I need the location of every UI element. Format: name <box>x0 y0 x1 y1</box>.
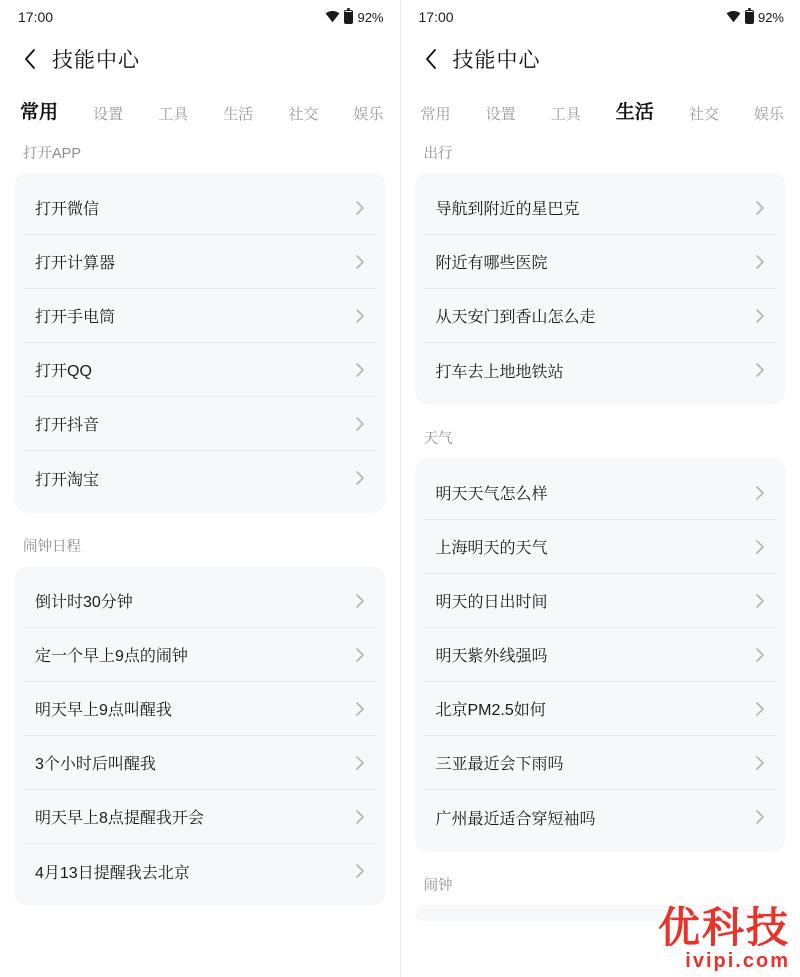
tab-shenghuo[interactable]: 生活 <box>615 102 654 123</box>
list-item-label: 从天安门到香山怎么走 <box>435 309 596 326</box>
chevron-right-icon <box>355 701 365 717</box>
chevron-right-icon <box>755 647 765 663</box>
page-title: 技能中心 <box>452 49 541 72</box>
tab-changyong[interactable]: 常用 <box>20 102 59 123</box>
status-indicators <box>726 10 784 25</box>
tab-gongju[interactable]: 工具 <box>550 106 581 123</box>
tab-yule[interactable]: 娱乐 <box>353 106 384 123</box>
list-item[interactable] <box>23 451 377 505</box>
chevron-right-icon <box>355 647 365 663</box>
list-item-label: 明天的日出时间 <box>435 594 548 611</box>
tab-shezhi[interactable]: 设置 <box>93 106 124 123</box>
chevron-right-icon <box>755 593 765 609</box>
list-item[interactable] <box>23 235 377 289</box>
tab-shejiao[interactable]: 社交 <box>288 106 319 123</box>
section-label-alarm-schedule: 闹钟日程 <box>23 539 81 555</box>
watermark-main: 优科技 <box>657 904 790 951</box>
status-time: 17:00 <box>18 9 54 25</box>
status-bar <box>401 0 800 34</box>
battery-icon <box>344 10 353 24</box>
chevron-right-icon <box>355 470 365 486</box>
section-label-travel: 出行 <box>423 146 453 162</box>
list-item-label: 广州最近适合穿短袖吗 <box>435 810 596 828</box>
list-item-label: 打开微信 <box>35 201 100 218</box>
status-indicators <box>325 10 383 25</box>
list-item-label: 明天早上9点叫醒我 <box>35 702 172 719</box>
watermark-sub: ivipi.com <box>685 950 790 972</box>
list-item[interactable] <box>424 736 778 790</box>
title-bar <box>401 34 800 84</box>
page-title: 技能中心 <box>52 49 140 72</box>
list-item[interactable] <box>23 844 377 898</box>
skill-list-left <box>0 124 400 977</box>
list-item[interactable] <box>424 682 778 736</box>
tab-shenghuo[interactable]: 生活 <box>223 106 254 123</box>
list-item-label: 上海明天的天气 <box>435 540 548 557</box>
list-item-label: 定一个早上9点的闹钟 <box>35 648 188 665</box>
list-item[interactable] <box>23 574 377 628</box>
list-item[interactable] <box>23 736 377 790</box>
chevron-right-icon <box>355 755 365 771</box>
list-item[interactable] <box>23 790 377 844</box>
list-item-label: 打开手电筒 <box>35 309 116 326</box>
chevron-right-icon <box>755 362 765 378</box>
list-item[interactable] <box>424 520 778 574</box>
chevron-right-icon <box>755 701 765 717</box>
chevron-right-icon <box>355 362 365 378</box>
tab-changyong[interactable]: 常用 <box>420 106 451 123</box>
chevron-right-icon <box>355 308 365 324</box>
wifi-icon <box>726 11 741 23</box>
list-item-label: 打车去上地地铁站 <box>435 363 564 381</box>
tab-gongju[interactable]: 工具 <box>158 106 189 123</box>
list-item[interactable] <box>424 289 778 343</box>
battery-icon <box>745 10 754 24</box>
list-item-label: 三亚最近会下雨吗 <box>435 756 564 773</box>
list-item[interactable] <box>424 343 778 397</box>
list-item-label: 北京PM2.5如何 <box>435 702 546 719</box>
section-card-weather <box>415 458 787 852</box>
battery-percent: 92% <box>357 9 384 25</box>
section-label-weather: 天气 <box>423 431 453 447</box>
chevron-right-icon <box>755 254 765 270</box>
list-item[interactable] <box>424 181 778 235</box>
section-card-alarm <box>415 905 787 921</box>
list-item-label: 明天天气怎么样 <box>435 486 548 503</box>
section-label-open-app: 打开APP <box>23 146 82 162</box>
list-item-label: 附近有哪些医院 <box>435 255 548 272</box>
list-item-label: 3个小时后叫醒我 <box>35 756 156 773</box>
list-item[interactable] <box>23 682 377 736</box>
list-item-label: 4月13日提醒我去北京 <box>35 864 190 882</box>
list-item-label: 明天紫外线强吗 <box>435 648 548 665</box>
list-item[interactable] <box>23 397 377 451</box>
list-item-label: 倒计时30分钟 <box>35 594 133 611</box>
tab-bar <box>0 84 400 124</box>
back-chevron-icon[interactable] <box>18 47 42 71</box>
chevron-right-icon <box>355 254 365 270</box>
tab-shezhi[interactable]: 设置 <box>485 106 516 123</box>
list-item-label: 打开淘宝 <box>35 471 100 489</box>
chevron-right-icon <box>755 809 765 825</box>
tab-shejiao[interactable]: 社交 <box>688 106 719 123</box>
list-item[interactable] <box>23 289 377 343</box>
list-item-label: 打开抖音 <box>35 417 100 434</box>
list-item-label: 打开QQ <box>35 363 92 380</box>
skill-list-right <box>401 124 800 977</box>
chevron-right-icon <box>755 308 765 324</box>
status-bar <box>0 0 400 34</box>
section-card-open-app <box>14 173 386 513</box>
battery-percent: 92% <box>757 9 784 25</box>
chevron-right-icon <box>755 485 765 501</box>
list-item[interactable] <box>424 235 778 289</box>
back-chevron-icon[interactable] <box>419 47 443 71</box>
list-item[interactable] <box>424 466 778 520</box>
chevron-right-icon <box>355 416 365 432</box>
list-item[interactable] <box>23 181 377 235</box>
chevron-right-icon <box>755 755 765 771</box>
chevron-right-icon <box>355 863 365 879</box>
chevron-right-icon <box>755 200 765 216</box>
chevron-right-icon <box>355 593 365 609</box>
tab-bar <box>401 84 800 124</box>
list-item[interactable] <box>23 628 377 682</box>
chevron-right-icon <box>355 200 365 216</box>
tab-yule[interactable]: 娱乐 <box>753 106 784 123</box>
title-bar <box>0 34 400 84</box>
list-item[interactable] <box>424 790 778 844</box>
section-card-alarm-schedule <box>14 566 386 906</box>
section-label-alarm: 闹钟 <box>423 878 453 894</box>
list-item[interactable] <box>23 343 377 397</box>
section-card-travel <box>415 173 787 405</box>
list-item-label: 导航到附近的星巴克 <box>435 201 580 218</box>
chevron-right-icon <box>355 809 365 825</box>
list-item-label: 明天早上8点提醒我开会 <box>35 810 204 827</box>
status-time: 17:00 <box>418 9 454 25</box>
wifi-icon <box>325 11 340 23</box>
chevron-right-icon <box>755 539 765 555</box>
list-item[interactable] <box>424 574 778 628</box>
list-item[interactable] <box>424 628 778 682</box>
phone-screen-right <box>401 0 800 977</box>
list-item-label: 打开计算器 <box>35 255 116 272</box>
